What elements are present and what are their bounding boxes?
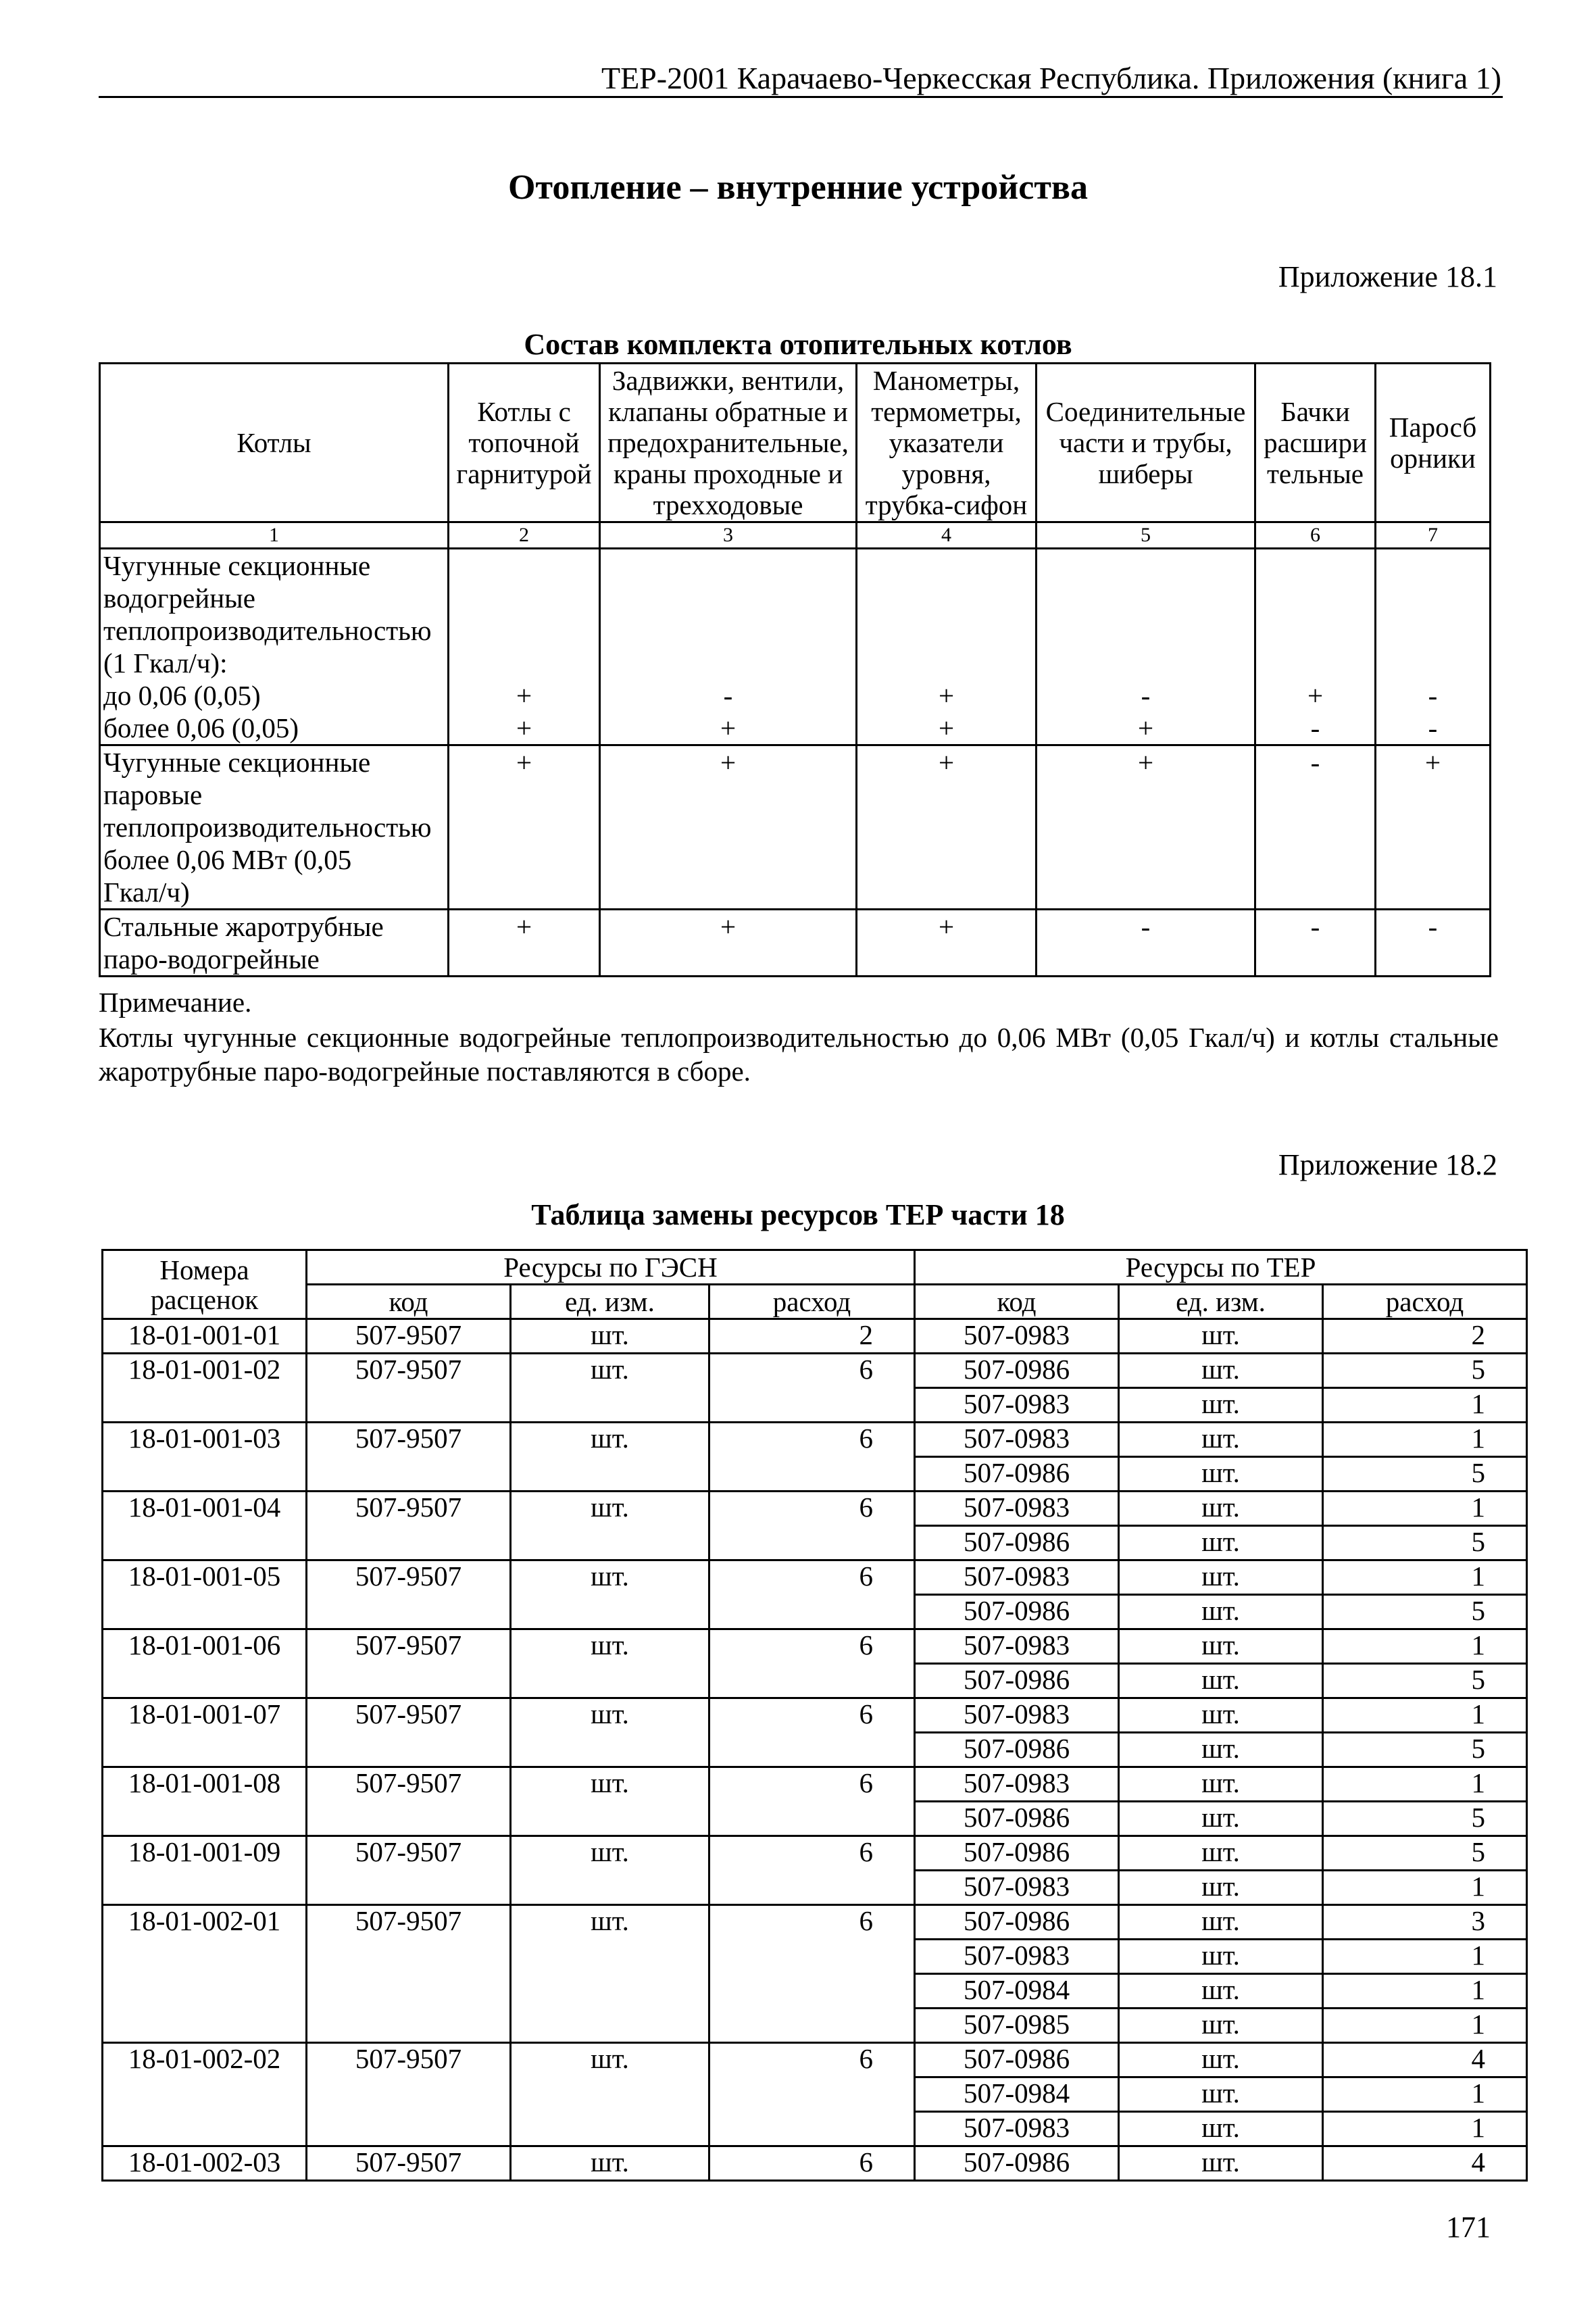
kit-mark (1429, 647, 1436, 679)
boiler-type-cell (100, 910, 449, 977)
header-text-line: трехходовые (653, 489, 803, 520)
boiler-kit-table (99, 362, 1491, 977)
ter-quantity: 1 (1323, 2112, 1527, 2146)
table1-row (100, 910, 1491, 977)
rate-number: 18-01-001-05 (103, 1560, 307, 1629)
gesn-unit: шт. (511, 1423, 709, 1492)
ter-unit: шт. (1119, 1526, 1323, 1560)
gesn-unit: шт. (511, 1905, 709, 2043)
ter-unit: шт. (1119, 1871, 1323, 1905)
table-row (103, 1629, 1527, 1664)
kit-mark: - (1310, 911, 1320, 942)
header-text-line: предохранительные, (607, 427, 849, 458)
ter-quantity: 1 (1323, 1423, 1527, 1457)
ter-unit: шт. (1119, 2043, 1323, 2077)
ter-code: 507-0986 (915, 2146, 1119, 2181)
ter-quantity: 5 (1323, 1733, 1527, 1767)
appendix-18-1-label: Приложение 18.1 (1278, 260, 1497, 293)
kit-mark-cell (1037, 910, 1255, 977)
header-text-line: уровня, (901, 458, 991, 489)
rate-number: 18-01-001-02 (103, 1354, 307, 1423)
gesn-quantity: 6 (709, 1698, 915, 1767)
kit-mark: + (1307, 680, 1324, 711)
gesn-unit: шт. (511, 1767, 709, 1836)
kit-mark: + (516, 712, 532, 743)
kit-mark (520, 550, 527, 581)
gesn-quantity: 6 (709, 1560, 915, 1629)
table-row (103, 1836, 1527, 1871)
ter-unit: шт. (1119, 2146, 1323, 2181)
kit-mark: - (1141, 680, 1151, 711)
ter-unit: шт. (1119, 1595, 1323, 1629)
ter-code: 507-0986 (915, 1664, 1119, 1698)
table-row (103, 2146, 1527, 2181)
ter-quantity: 1 (1323, 1388, 1527, 1423)
header-text-line: указатели (889, 427, 1004, 458)
table-row (103, 1354, 1527, 1388)
header-text-line: гарнитурой (456, 458, 592, 489)
kit-mark (520, 615, 527, 646)
kit-mark: - (1310, 712, 1320, 743)
kit-mark-cell (600, 910, 857, 977)
kit-mark-cell (1376, 745, 1491, 910)
gesn-quantity: 6 (709, 1492, 915, 1560)
kit-mark: + (720, 911, 737, 942)
header-text-line: топочной (468, 427, 580, 458)
table1-column-numbers (100, 522, 1491, 549)
page-title: Отопление – внутренние устройства (508, 168, 1088, 207)
running-header: ТЕР-2001 Карачаево-Черкесская Республика. Приложения (книга 1) (601, 61, 1501, 95)
gesn-quantity: 6 (709, 1905, 915, 2043)
ter-unit: шт. (1119, 1733, 1323, 1767)
table-row (103, 1905, 1527, 1940)
table-row (103, 1492, 1527, 1526)
ter-code: 507-0986 (915, 1457, 1119, 1492)
header-text-line: шиберы (1098, 458, 1193, 489)
ter-code: 507-0983 (915, 2112, 1119, 2146)
column-number: 4 (857, 522, 1037, 549)
ter-quantity: 4 (1323, 2146, 1527, 2181)
gesn-quantity: 2 (709, 1319, 915, 1354)
table1-row (100, 745, 1491, 910)
rate-number: 18-01-002-02 (103, 2043, 307, 2146)
ter-code: 507-0986 (915, 1595, 1119, 1629)
ter-unit: шт. (1119, 1664, 1323, 1698)
table1-header-cell (100, 364, 449, 522)
gesn-quantity: 6 (709, 1767, 915, 1836)
kit-mark: + (938, 680, 955, 711)
table1-header-row (100, 364, 1491, 522)
header-text-line: Номера (159, 1254, 249, 1285)
kit-mark: + (1137, 712, 1154, 743)
table2-subheader-row (103, 1285, 1527, 1319)
ter-code: 507-0984 (915, 1974, 1119, 2009)
table1-header-cell (600, 364, 857, 522)
gesn-code: 507-9507 (307, 1492, 511, 1560)
ter-unit: шт. (1119, 1354, 1323, 1388)
table-row (103, 2043, 1527, 2077)
gesn-code: 507-9507 (307, 1319, 511, 1354)
ter-code: 507-0983 (915, 1871, 1119, 1905)
gesn-code: 507-9507 (307, 2146, 511, 2181)
kit-mark (724, 550, 731, 581)
kit-mark (943, 583, 949, 614)
header-rate-numbers-text (151, 1254, 258, 1315)
kit-mark-cell (1376, 910, 1491, 977)
kit-mark: - (1310, 747, 1320, 778)
ter-code: 507-0986 (915, 2043, 1119, 2077)
gesn-quantity: 6 (709, 2043, 915, 2146)
gesn-quantity: 6 (709, 1354, 915, 1423)
ter-code: 507-0986 (915, 1905, 1119, 1940)
ter-code: 507-0986 (915, 1354, 1119, 1388)
gesn-unit: шт. (511, 2146, 709, 2181)
kit-mark: + (516, 680, 532, 711)
column-number: 3 (600, 522, 857, 549)
rate-number: 18-01-002-01 (103, 1905, 307, 2043)
ter-quantity: 1 (1323, 1629, 1527, 1664)
kit-mark (1429, 615, 1436, 646)
kit-mark: + (516, 747, 532, 778)
ter-unit: шт. (1119, 2009, 1323, 2043)
boiler-type-line: (1 Гкал/ч): (103, 647, 228, 679)
kit-mark (943, 647, 949, 679)
ter-unit: шт. (1119, 1629, 1323, 1664)
ter-quantity: 5 (1323, 1802, 1527, 1836)
rate-number: 18-01-001-06 (103, 1629, 307, 1698)
header-text-line: части и трубы, (1059, 427, 1232, 458)
kit-mark (520, 647, 527, 679)
kit-mark-cell (1255, 745, 1376, 910)
header-text-line: краны проходные и (613, 458, 843, 489)
ter-code: 507-0983 (915, 1319, 1119, 1354)
ter-quantity: 5 (1323, 1836, 1527, 1871)
ter-quantity: 1 (1323, 1974, 1527, 2009)
rate-number: 18-01-001-08 (103, 1767, 307, 1836)
boiler-type-cell (100, 549, 449, 745)
gesn-code: 507-9507 (307, 1698, 511, 1767)
kit-mark (1429, 583, 1436, 614)
kit-mark (1142, 550, 1149, 581)
gesn-quantity: 6 (709, 1836, 915, 1905)
kit-mark (943, 550, 949, 581)
table2-caption: Таблица замены ресурсов ТЕР части 18 (531, 1198, 1065, 1231)
boiler-type-line: водогрейные (103, 583, 255, 614)
boiler-type-line: Гкал/ч) (103, 877, 190, 908)
boiler-type-line: Чугунные секционные (103, 747, 371, 778)
rate-number: 18-01-001-01 (103, 1319, 307, 1354)
gesn-quantity: 6 (709, 1423, 915, 1492)
header-rate-numbers (103, 1250, 307, 1319)
gesn-unit: шт. (511, 1836, 709, 1905)
header-text-line: Манометры, (872, 365, 1020, 396)
table-row (103, 1423, 1527, 1457)
ter-unit: шт. (1119, 1388, 1323, 1423)
kit-mark: - (1428, 911, 1438, 942)
header-text-line: Соединительные (1045, 396, 1246, 427)
boiler-type-line: до 0,06 (0,05) (103, 680, 261, 711)
kit-mark (1312, 615, 1318, 646)
ter-quantity: 1 (1323, 1698, 1527, 1733)
header-text-line: Задвижки, вентили, (612, 365, 845, 396)
ter-quantity: 5 (1323, 1526, 1527, 1560)
kit-mark (1312, 583, 1318, 614)
gesn-quantity: 6 (709, 1629, 915, 1698)
ter-quantity: 5 (1323, 1354, 1527, 1388)
kit-mark: - (1428, 680, 1438, 711)
table2-subheader: ед. изм. (511, 1285, 709, 1319)
ter-quantity: 1 (1323, 2009, 1527, 2043)
ter-code: 507-0986 (915, 1802, 1119, 1836)
resource-replacement-table (101, 1249, 1528, 2182)
table2-subheader: код (307, 1285, 511, 1319)
ter-code: 507-0983 (915, 1560, 1119, 1595)
ter-unit: шт. (1119, 2112, 1323, 2146)
gesn-unit: шт. (511, 1319, 709, 1354)
gesn-code: 507-9507 (307, 1629, 511, 1698)
table2-subheader: код (915, 1285, 1119, 1319)
rate-number: 18-01-002-03 (103, 2146, 307, 2181)
column-number: 1 (100, 522, 449, 549)
kit-mark-cell (1376, 549, 1491, 745)
ter-unit: шт. (1119, 1492, 1323, 1526)
ter-unit: шт. (1119, 1802, 1323, 1836)
column-number: 7 (1376, 522, 1491, 549)
ter-code: 507-0983 (915, 1940, 1119, 1974)
boiler-type-line: паровые (103, 779, 203, 810)
header-gesn-resources: Ресурсы по ГЭСН (307, 1250, 915, 1285)
ter-code: 507-0983 (915, 1423, 1119, 1457)
ter-code: 507-0983 (915, 1492, 1119, 1526)
ter-quantity: 1 (1323, 1492, 1527, 1526)
kit-mark: - (1141, 911, 1151, 942)
header-text-line: орники (1390, 443, 1476, 474)
ter-unit: шт. (1119, 1905, 1323, 1940)
gesn-unit: шт. (511, 1698, 709, 1767)
header-rule (99, 96, 1503, 98)
kit-mark (724, 583, 731, 614)
ter-quantity: 1 (1323, 1871, 1527, 1905)
kit-mark (1142, 583, 1149, 614)
column-number: 2 (449, 522, 600, 549)
kit-mark: + (938, 712, 955, 743)
gesn-unit: шт. (511, 1560, 709, 1629)
kit-mark: + (720, 747, 737, 778)
ter-code: 507-0983 (915, 1388, 1119, 1423)
ter-unit: шт. (1119, 1767, 1323, 1802)
boiler-type-line: паро-водогрейные (103, 943, 320, 975)
header-text-line: Котлы (236, 427, 311, 458)
ter-code: 507-0983 (915, 1698, 1119, 1733)
kit-mark (1312, 550, 1318, 581)
kit-mark (1142, 615, 1149, 646)
gesn-code: 507-9507 (307, 2043, 511, 2146)
header-text-line: расшири (1264, 427, 1367, 458)
kit-mark: + (720, 712, 737, 743)
boiler-type-cell (100, 745, 449, 910)
kit-mark (1429, 550, 1436, 581)
kit-mark-cell (449, 549, 600, 745)
ter-unit: шт. (1119, 1319, 1323, 1354)
column-number: 5 (1037, 522, 1255, 549)
ter-code: 507-0986 (915, 1526, 1119, 1560)
header-text-line: клапаны обратные и (608, 396, 848, 427)
header-text-line: расценок (150, 1283, 259, 1315)
kit-mark: - (1428, 712, 1438, 743)
gesn-code: 507-9507 (307, 1560, 511, 1629)
note-title: Примечание. (99, 987, 252, 1018)
boiler-type-line: теплопроизводительностью (103, 615, 432, 646)
table1-header-cell (1376, 364, 1491, 522)
ter-quantity: 5 (1323, 1595, 1527, 1629)
rate-number: 18-01-001-07 (103, 1698, 307, 1767)
kit-mark (1312, 647, 1318, 679)
kit-mark-cell (1037, 549, 1255, 745)
page-number: 171 (1446, 2211, 1491, 2244)
kit-mark-cell (1255, 910, 1376, 977)
boiler-type-line: более 0,06 (0,05) (103, 712, 299, 743)
header-text-line: Бачки (1280, 396, 1350, 427)
header-text-line: тельные (1267, 458, 1364, 489)
header-ter-resources: Ресурсы по ТЕР (915, 1250, 1527, 1285)
ter-quantity: 1 (1323, 1940, 1527, 1974)
header-text-line: Паросб (1389, 412, 1477, 443)
gesn-unit: шт. (511, 2043, 709, 2146)
kit-mark-cell (857, 745, 1037, 910)
boiler-type-line: Стальные жаротрубные (103, 911, 384, 942)
gesn-code: 507-9507 (307, 1354, 511, 1423)
kit-mark-cell (600, 745, 857, 910)
kit-mark: + (938, 911, 955, 942)
kit-mark: - (723, 680, 733, 711)
kit-mark: + (938, 747, 955, 778)
kit-mark-cell (857, 549, 1037, 745)
ter-code: 507-0985 (915, 2009, 1119, 2043)
ter-quantity: 2 (1323, 1319, 1527, 1354)
ter-quantity: 5 (1323, 1664, 1527, 1698)
boiler-type-line: теплопроизводительностью (103, 812, 432, 843)
rate-number: 18-01-001-03 (103, 1423, 307, 1492)
rate-number: 18-01-001-04 (103, 1492, 307, 1560)
ter-unit: шт. (1119, 1940, 1323, 1974)
ter-unit: шт. (1119, 2077, 1323, 2112)
header-text-line: Котлы с (477, 396, 571, 427)
kit-mark (943, 615, 949, 646)
kit-mark: + (516, 911, 532, 942)
kit-mark: + (1424, 747, 1441, 778)
kit-mark-cell (1037, 745, 1255, 910)
table2-subheader: расход (1323, 1285, 1527, 1319)
note-text: Котлы чугунные секционные водогрейные теплопроизводительностью до 0,06 МВт (0,05 Гкал/ч) и котлы стальные жаротрубные паро-водогрейные поставляются в сборе. (99, 1022, 1499, 1087)
table2-subheader: расход (709, 1285, 915, 1319)
ter-quantity: 5 (1323, 1457, 1527, 1492)
table1-header-cell (1255, 364, 1376, 522)
kit-mark-cell (449, 745, 600, 910)
ter-quantity: 1 (1323, 2077, 1527, 2112)
table-row (103, 1319, 1527, 1354)
ter-unit: шт. (1119, 1836, 1323, 1871)
ter-quantity: 1 (1323, 1767, 1527, 1802)
ter-code: 507-0986 (915, 1733, 1119, 1767)
table1-header-cell (1037, 364, 1255, 522)
column-number: 6 (1255, 522, 1376, 549)
table1-header-cell (449, 364, 600, 522)
gesn-code: 507-9507 (307, 1836, 511, 1905)
header-text-line: термометры, (871, 396, 1022, 427)
gesn-code: 507-9507 (307, 1423, 511, 1492)
ter-unit: шт. (1119, 1560, 1323, 1595)
table-row (103, 1767, 1527, 1802)
table1-caption: Состав комплекта отопительных котлов (524, 328, 1072, 361)
ter-code: 507-0986 (915, 1836, 1119, 1871)
gesn-quantity: 6 (709, 2146, 915, 2181)
boiler-type-line: Чугунные секционные (103, 550, 371, 581)
ter-unit: шт. (1119, 1698, 1323, 1733)
kit-mark (724, 647, 731, 679)
ter-code: 507-0984 (915, 2077, 1119, 2112)
table1-header-cell (857, 364, 1037, 522)
ter-unit: шт. (1119, 1423, 1323, 1457)
ter-quantity: 4 (1323, 2043, 1527, 2077)
gesn-code: 507-9507 (307, 1767, 511, 1836)
ter-quantity: 1 (1323, 1560, 1527, 1595)
boiler-type-line: более 0,06 МВт (0,05 (103, 844, 352, 875)
kit-mark-cell (1255, 549, 1376, 745)
ter-unit: шт. (1119, 1974, 1323, 2009)
ter-code: 507-0983 (915, 1629, 1119, 1664)
ter-code: 507-0983 (915, 1767, 1119, 1802)
kit-mark-cell (857, 910, 1037, 977)
rate-number: 18-01-001-09 (103, 1836, 307, 1905)
kit-mark-cell (449, 910, 600, 977)
kit-mark (724, 615, 731, 646)
kit-mark (520, 583, 527, 614)
gesn-unit: шт. (511, 1492, 709, 1560)
kit-mark-cell (600, 549, 857, 745)
kit-mark (1142, 647, 1149, 679)
table-row (103, 1560, 1527, 1595)
kit-mark: + (1137, 747, 1154, 778)
ter-unit: шт. (1119, 1457, 1323, 1492)
table-row (103, 1698, 1527, 1733)
table1-row (100, 549, 1491, 745)
table2-subheader: ед. изм. (1119, 1285, 1323, 1319)
ter-quantity: 3 (1323, 1905, 1527, 1940)
gesn-code: 507-9507 (307, 1905, 511, 2043)
header-text-line: трубка-сифон (865, 489, 1028, 520)
gesn-unit: шт. (511, 1629, 709, 1698)
appendix-18-2-label: Приложение 18.2 (1278, 1148, 1497, 1181)
gesn-unit: шт. (511, 1354, 709, 1423)
